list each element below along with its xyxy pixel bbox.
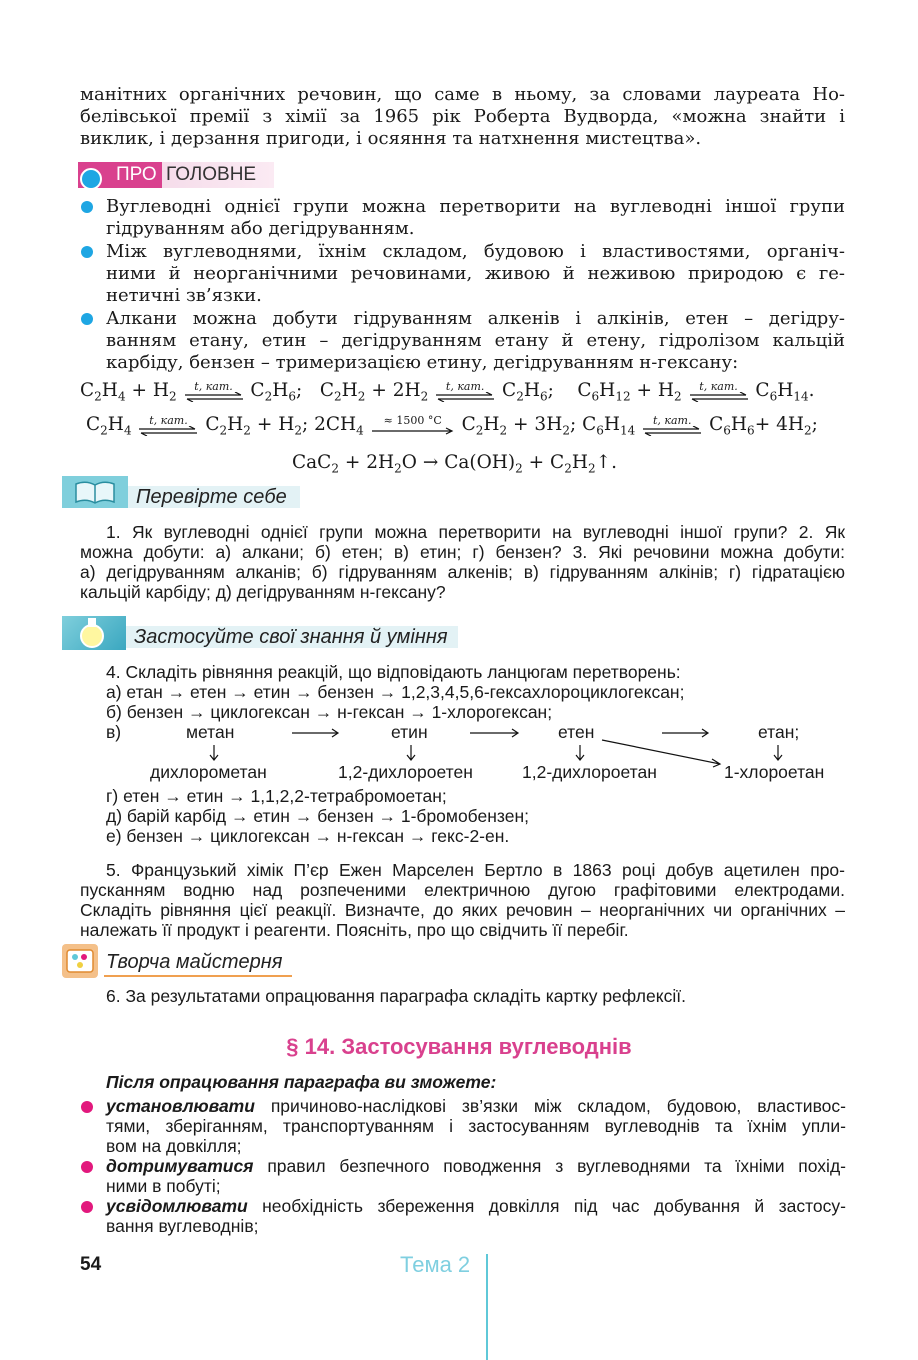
summary-item: Алкани можна добути гідруванням алкенів і алкінів, етен – дегідру- ванням етану, етин – дегідруванням етану й етену, гідролізом кальцій карбіду, бензен – тримеризацією етину, дегідруванням н-гексану: [106,308,845,373]
pro-tag: ПРО [116,164,157,185]
creative-title: Творча майстерня [106,951,283,973]
chain-top-item: етин [391,722,428,742]
chain-top-item: етан; [758,722,800,742]
paragraph-title: § 14. Застосування вуглеводнів [286,1034,632,1059]
intro-line: белівської премії з хімії за 1965 рік Роберта Вудворда, «можна знайти і [80,106,845,127]
q4-text: 4. Складіть рівняння реакцій, що відповідають ланцюгам перетворень: [106,662,681,682]
chain-bottom-item: дихлорометан [150,762,267,782]
chain-bottom-item: 1,2-дихлороетан [522,762,657,782]
formula-line-2: $C_2H_4$ t, кат. $C_2H_2 + H_2$; $2CH_4$ ≈ 1500 °C $C_2H_2 + 3H_2$; $C_6H_{14}$ t, кат. $C_6H_6+ 4H_2$; [86,413,818,438]
goal-item: установлювати причиново-наслідкові зв’язки між складом, будовою, властивос- тями, зберіганням, транспортуванням і застосуванням вуглеводнів та їхнім упли- вом на довкілля; [106,1096,846,1156]
q5-block: 5. Французький хімік П’єр Ежен Марселен Бертло в 1863 році добув ацетилен про- пусканням водню над розпеченими електричною дугою графітовими електродами. Складіть рівняння цієї реакції. Визначте, до яких речовин – неорганічних чи органічних – належать її продукт і реагенти. Поясніть, про що свідчить її перебіг. [80,860,845,940]
chain-top-item: метан [186,722,235,742]
palette-icon [62,944,98,978]
paragraph-subtitle: Після опрацювання параграфа ви зможете: [106,1072,497,1092]
check-questions: 1. Як вуглеводні однієї групи можна перетворити на вуглеводні іншої групи? 2. Як можна добути: а) алкани; б) етен; в) етин; г) бензен? 3. Які речовини можна добути: а) дегідруванням алканів; б) гідруванням алкенів; в) гідруванням алкінів; г) гідратацією кальцій карбіду; д) дегідруванням н-гексану? [80,522,845,602]
formula-line-3: $CaC_2 + 2H_2O \to Ca(OH)_2$ + $C_2H_2↑$. [292,452,618,476]
chain-bottom-item: 1,2-дихлороетен [338,762,473,782]
q4-g: г) етен → етин → 1,1,2,2-тетрабромоетан; [106,786,447,806]
formula-line-1: $C_2H_4 + H_2$ t, кат. $C_2H_6$; $C_2H_2 + 2H_2$ t, кат. $C_2H_6$; $C_6H_{12} + H_2$ t, кат. $C_6H_{14}$. [80,379,815,404]
chain-v: в) метан етин етен етан; дихлорометан 1,2-дихлороетен 1,2-дихлороетан 1-хлороетан [106,722,846,788]
page-number: 54 [80,1254,102,1275]
intro-line: манітних органічних речовин, що саме в ньому, за словами лауреата Но- [80,84,845,105]
intro-paragraph [80,84,845,150]
chain-bottom-item: 1-хлороетан [724,762,825,782]
chain-top-item: етен [558,722,595,742]
check-yourself-title: Перевірте себе [136,486,287,508]
summary-item: Вуглеводні однієї групи можна перетворити на вуглеводні іншої групи гідруванням або дегідруванням. [106,196,845,239]
intro-line: виклик, і дерзання пригоди, і осяяння та натхнення мистецтва». [80,128,702,149]
q4-a: а) етан → етен → етин → бензен → 1,2,3,4,5,6-гексахлороциклогексан; [106,682,685,702]
pro-header [78,162,274,188]
goals-list [106,1096,846,1236]
q4-rest [106,786,846,846]
footer-divider [486,1254,488,1360]
pro-dot-icon [80,168,102,190]
q4-e: е) бензен → циклогексан → н-гексан → гекс-2-ен. [106,826,510,846]
goal-item: усвідомлювати необхідність збереження довкілля під час добування й застосу- вання вуглеводнів; [106,1196,846,1236]
apply-title: Застосуйте свої знання й уміння [134,626,448,648]
summary-item: Між вуглеводнями, їхнім складом, будовою і властивостями, органіч- ними й неорганічними речовинами, живою й неживою природою є ге- нетичні зв’язки. [106,241,845,306]
goal-item: дотримуватися правил безпечного поводження з вуглеводнями та їхніми похід- ними в побуті; [106,1156,846,1196]
q6-text: 6. За результатами опрацювання параграфа складіть картку рефлексії. [106,986,686,1006]
q4-d: д) барій карбід → етин → бензен → 1-бромобензен; [106,806,529,826]
topic-label: Тема 2 [400,1252,471,1277]
pro-title: ГОЛОВНЕ [166,164,257,185]
q4-b: б) бензен → циклогексан → н-гексан → 1-хлорогексан; [106,702,553,722]
book-icon [62,476,128,508]
chain-arrows [106,722,846,788]
q4-block [106,662,846,722]
summary-list [106,196,845,374]
flask-icon [62,616,126,650]
